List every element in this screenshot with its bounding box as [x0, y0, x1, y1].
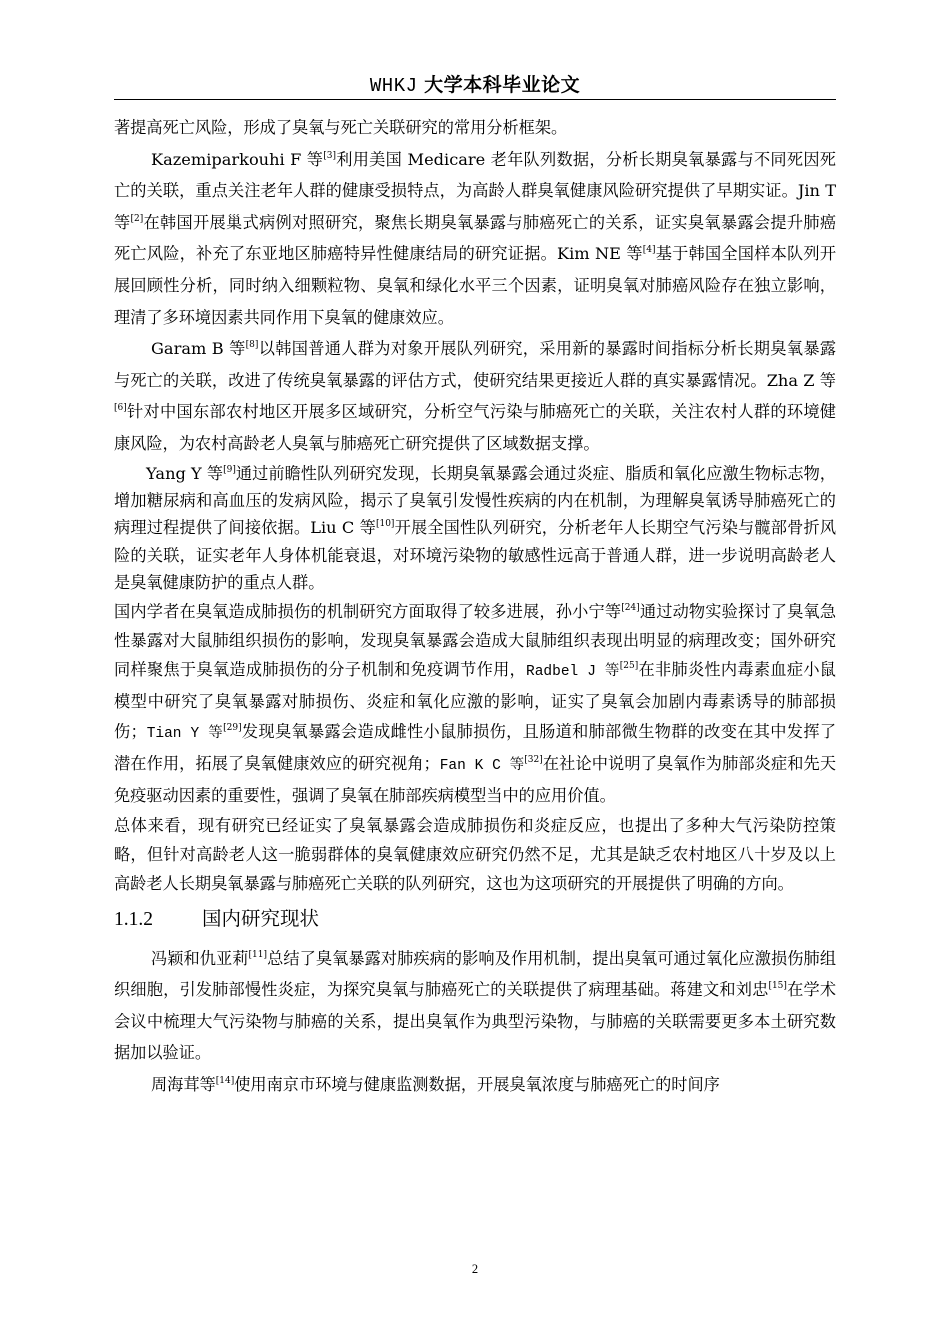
citation-ref: [6] [114, 403, 127, 414]
text-span: Yang Y 等 [146, 463, 224, 483]
page-number: 2 [471, 1262, 479, 1276]
citation-ref: [25] [619, 661, 639, 672]
page-header [114, 70, 836, 97]
text-span: 冯颖和仇亚莉 [151, 948, 249, 968]
paragraph-yang [114, 460, 836, 597]
text-span: 国内学者在臭氧造成肺损伤的机制研究方面取得了较多进展，孙小宁等 [114, 601, 622, 621]
author-name: Tian Y [146, 725, 200, 742]
text-span: 利用美国 Medicare 老年队列数据，分析长期臭氧暴露与不同死因死亡的关联，重点关注老年人群的健康受损特点，为高龄人群臭氧健康风险研究提供了早期实证。Jin T 等 [114, 149, 836, 232]
text-span: 基于韩国全国样本队列开展回顾性分析，同时纳入细颗粒物、臭氧和绿化水平三个因素，证明臭氧对肺癌风险存在独立影响，理清了多环境因素共同作用下臭氧的健康效应。 [114, 244, 837, 327]
text-span: 通过动物实验探讨了臭氧急性暴露对大鼠肺组织损伤的影响，发现臭氧暴露会造成大鼠肺组织表现出明显的病理改变；国外研究同样聚焦于臭氧造成肺损伤的分子机制和免疫调节作用， [114, 601, 837, 680]
text-span: 著提高死亡风险，形成了臭氧与死亡关联研究的常用分析框架。 [114, 118, 568, 137]
citation-ref: [14] [215, 1075, 235, 1086]
text-span: 使用南京市环境与健康监测数据，开展臭氧浓度与肺癌死亡的时间序 [234, 1074, 720, 1094]
text-span: 开展全国性队列研究，分析老年人长期空气污染与髋部骨折风险的关联，证实老年人身体机能衰退，对环境污染物的敏感性远高于普通人群，进一步说明高龄老人是臭氧健康防护的重点人群。 [114, 518, 837, 593]
paragraph-feng [114, 943, 836, 1069]
section-number: 1.1.2 [114, 908, 153, 930]
text-span: 等 [595, 664, 620, 681]
text-span: 总结了臭氧暴露对肺疾病的影响及作用机制，提出臭氧可通过氧化应激损伤肺组织细胞，引发肺部慢性炎症，为探究臭氧与肺癌死亡的关联提供了病理基础。蒋建文和刘忠 [114, 948, 837, 1000]
citation-ref: [29] [223, 722, 242, 733]
body-text [114, 112, 836, 1101]
text-span: 在非肺炎性内毒素血症小鼠模型中研究了臭氧暴露对肺损伤、炎症和氧化应激的影响，证实了臭氧会加剧内毒素诱导的肺部损伤； [114, 660, 836, 741]
header-rule [114, 99, 836, 100]
citation-ref: [2] [130, 213, 144, 224]
text-span: 总体来看，现有研究已经证实了臭氧暴露会造成肺损伤和炎症反应，也提出了多种大气污染防控策略，但针对高龄老人这一脆弱群体的臭氧健康效应研究仍然不足，尤其是缺乏农村地区八十岁及以上高龄老人长期臭氧暴露与肺癌死亡关联的队列研究，这也为这项研究的开展提供了明确的方向。 [114, 815, 836, 894]
paragraph-garam [114, 333, 836, 459]
text-span: 在韩国开展巢式病例对照研究，聚焦长期臭氧暴露与肺癌死亡的关系，证实臭氧暴露会提升肺癌死亡风险，补充了东亚地区肺癌特异性健康结局的研究证据。Kim NE 等 [114, 212, 837, 264]
paragraph-summary [114, 811, 836, 899]
text-span: 发现臭氧暴露会造成雌性小鼠肺损伤，且肠道和肺部微生物群的改变在其中发挥了潜在作用，拓展了臭氧健康效应的研究视角； [114, 721, 837, 774]
text-span: 在社论中说明了臭氧作为肺部炎症和先天免疫驱动因素的重要性，强调了臭氧在肺部疾病模型当中的应用价值。 [114, 754, 837, 806]
citation-ref: [10] [375, 519, 395, 530]
text-span: 等 [199, 725, 224, 742]
text-span: 针对中国东部农村地区开展多区域研究，分析空气污染与肺癌死亡的关联，关注农村人群的环境健康风险，为农村高龄老人臭氧与肺癌死亡研究提供了区域数据支撑。 [114, 402, 836, 453]
citation-ref: [3] [323, 150, 336, 161]
author-name: Fan K C [439, 758, 501, 775]
text-span: 通过前瞻性队列研究发现，长期臭氧暴露会通过炎症、脂质和氧化应激生物标志物，增加糖尿病和高血压的发病风险，揭示了臭氧引发慢性疾病的内在机制，为理解臭氧诱导肺癌死亡的病理过程提供了间接依据。Liu C 等 [114, 463, 836, 538]
citation-ref: [15] [768, 981, 787, 992]
citation-ref: [32] [524, 755, 543, 766]
paragraph-zhou [114, 1069, 836, 1101]
text-span: 在学术会议中梳理大气污染物与肺癌的关系，提出臭氧作为典型污染物，与肺癌的关联需要更多本土研究数据加以验证。 [114, 980, 837, 1063]
header-latin-text: WHKJ [369, 75, 418, 97]
citation-ref: [8] [245, 340, 259, 351]
text-span: 周海茸等 [151, 1074, 216, 1094]
section-heading [114, 902, 836, 937]
text-span: Garam B 等 [151, 339, 246, 359]
header-chinese-text: 大学本科毕业论文 [424, 74, 581, 96]
text-span: 以韩国普通人群为对象开展队列研究，采用新的暴露时间指标分析长期臭氧暴露与死亡的关联，改进了传统臭氧暴露的评估方式，使研究结果更接近人群的真实暴露情况。Zha Z 等 [114, 339, 837, 390]
citation-ref: [24] [621, 602, 640, 613]
paragraph-continued [114, 112, 836, 144]
citation-ref: [4] [642, 245, 656, 256]
text-span: 等 [500, 758, 525, 775]
author-name: Radbel J [526, 664, 596, 681]
section-title: 国内研究现状 [202, 906, 320, 930]
citation-ref: [11] [248, 949, 268, 960]
citation-ref: [9] [223, 464, 236, 475]
paragraph-mechanism [114, 597, 836, 811]
paragraph-kazemiparkouhi [114, 144, 836, 334]
text-span: Kazemiparkouhi F 等 [151, 149, 324, 169]
